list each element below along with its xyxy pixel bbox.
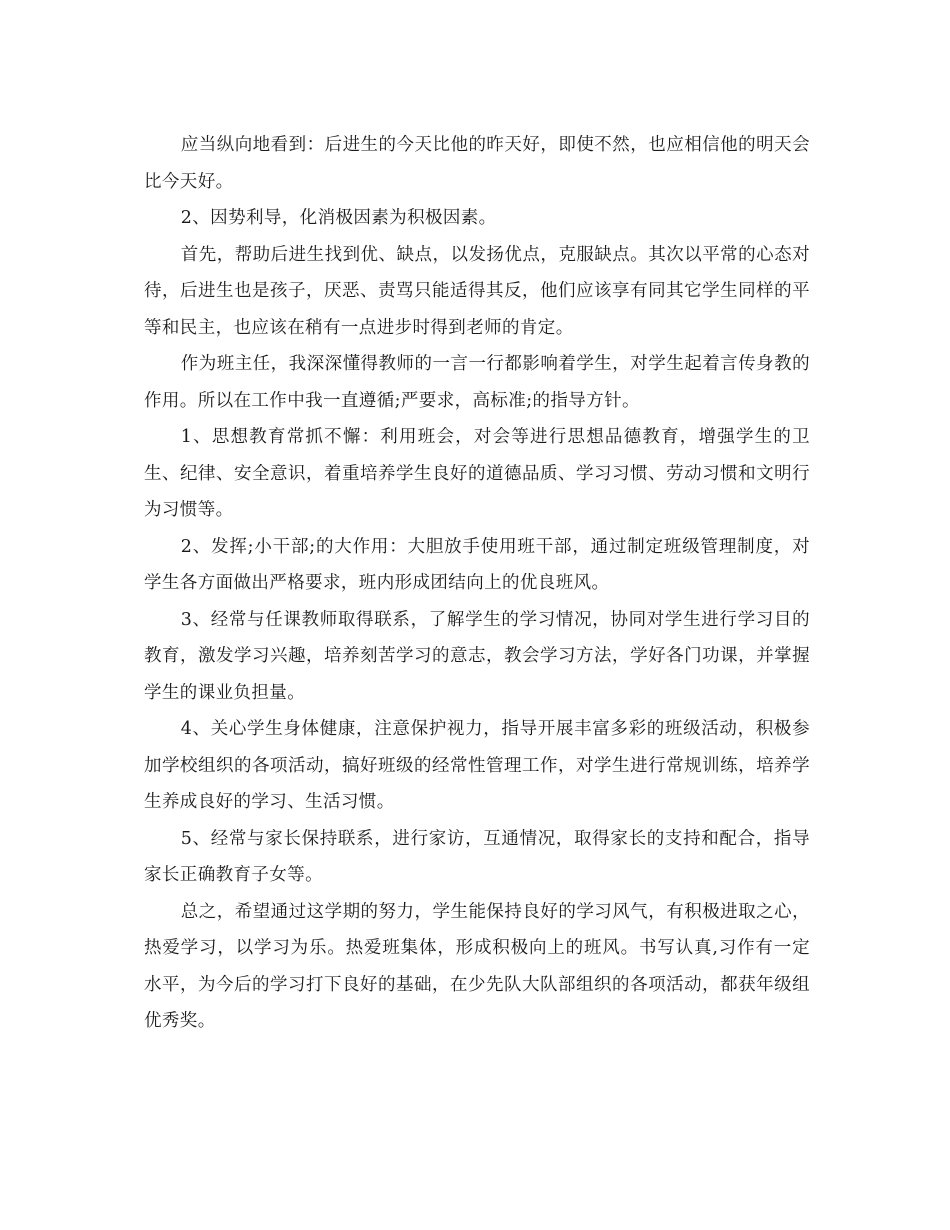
paragraph-3: 首先，帮助后进生找到优、缺点，以发扬优点，克服缺点。其次以平常的心态对待，后进生也是孩子，厌恶、责骂只能适得其反，他们应该享有同其它学生同样的平等和民主，也应该在稍有一点进步时得到老师的肯定。 <box>144 244 810 338</box>
paragraph-7: 3、经常与任课教师取得联系，了解学生的学习情况，协同对学生进行学习目的教育，激发学习兴趣，培养刻苦学习的意志，教会学习方法，学好各门功课，并掌握学生的课业负担量。 <box>144 609 810 703</box>
paragraph-6: 2、发挥;小干部;的大作用：大胆放手使用班干部，通过制定班级管理制度，对学生各方面做出严格要求，班内形成团结向上的优良班风。 <box>144 536 810 593</box>
paragraph-4: 作为班主任，我深深懂得教师的一言一行都影响着学生，对学生起着言传身教的作用。所以在工作中我一直遵循;严要求，高标准;的指导方针。 <box>144 354 810 411</box>
paragraph-2: 2、因势利导，化消极因素为积极因素。 <box>180 208 497 228</box>
paragraph-10: 总之，希望通过这学期的努力，学生能保持良好的学习风气，有积极进取之心，热爱学习，以学习为乐。热爱班集体，形成积极向上的班风。书写认真,习作有一定水平，为今后的学习打下良好的基础，在少先队大队部组织的各项活动，都获年级组优秀奖。 <box>144 901 810 1031</box>
paragraph-8: 4、关心学生身体健康，注意保护视力，指导开展丰富多彩的班级活动，积极参加学校组织的各项活动，搞好班级的经常性管理工作，对学生进行常规训练，培养学生养成良好的学习、生活习惯。 <box>144 719 810 812</box>
paragraph-5: 1、思想教育常抓不懈：利用班会，对会等进行思想品德教育，增强学生的卫生、纪律、安全意识，着重培养学生良好的道德品质、学习习惯、劳动习惯和文明行为习惯等。 <box>144 427 810 520</box>
paragraph-1: 应当纵向地看到：后进生的今天比他的昨天好，即使不然，也应相信他的明天会比今天好。 <box>144 135 810 192</box>
paragraph-9: 5、经常与家长保持联系，进行家访，互通情况，取得家长的支持和配合，指导家长正确教育子女等。 <box>144 828 810 885</box>
